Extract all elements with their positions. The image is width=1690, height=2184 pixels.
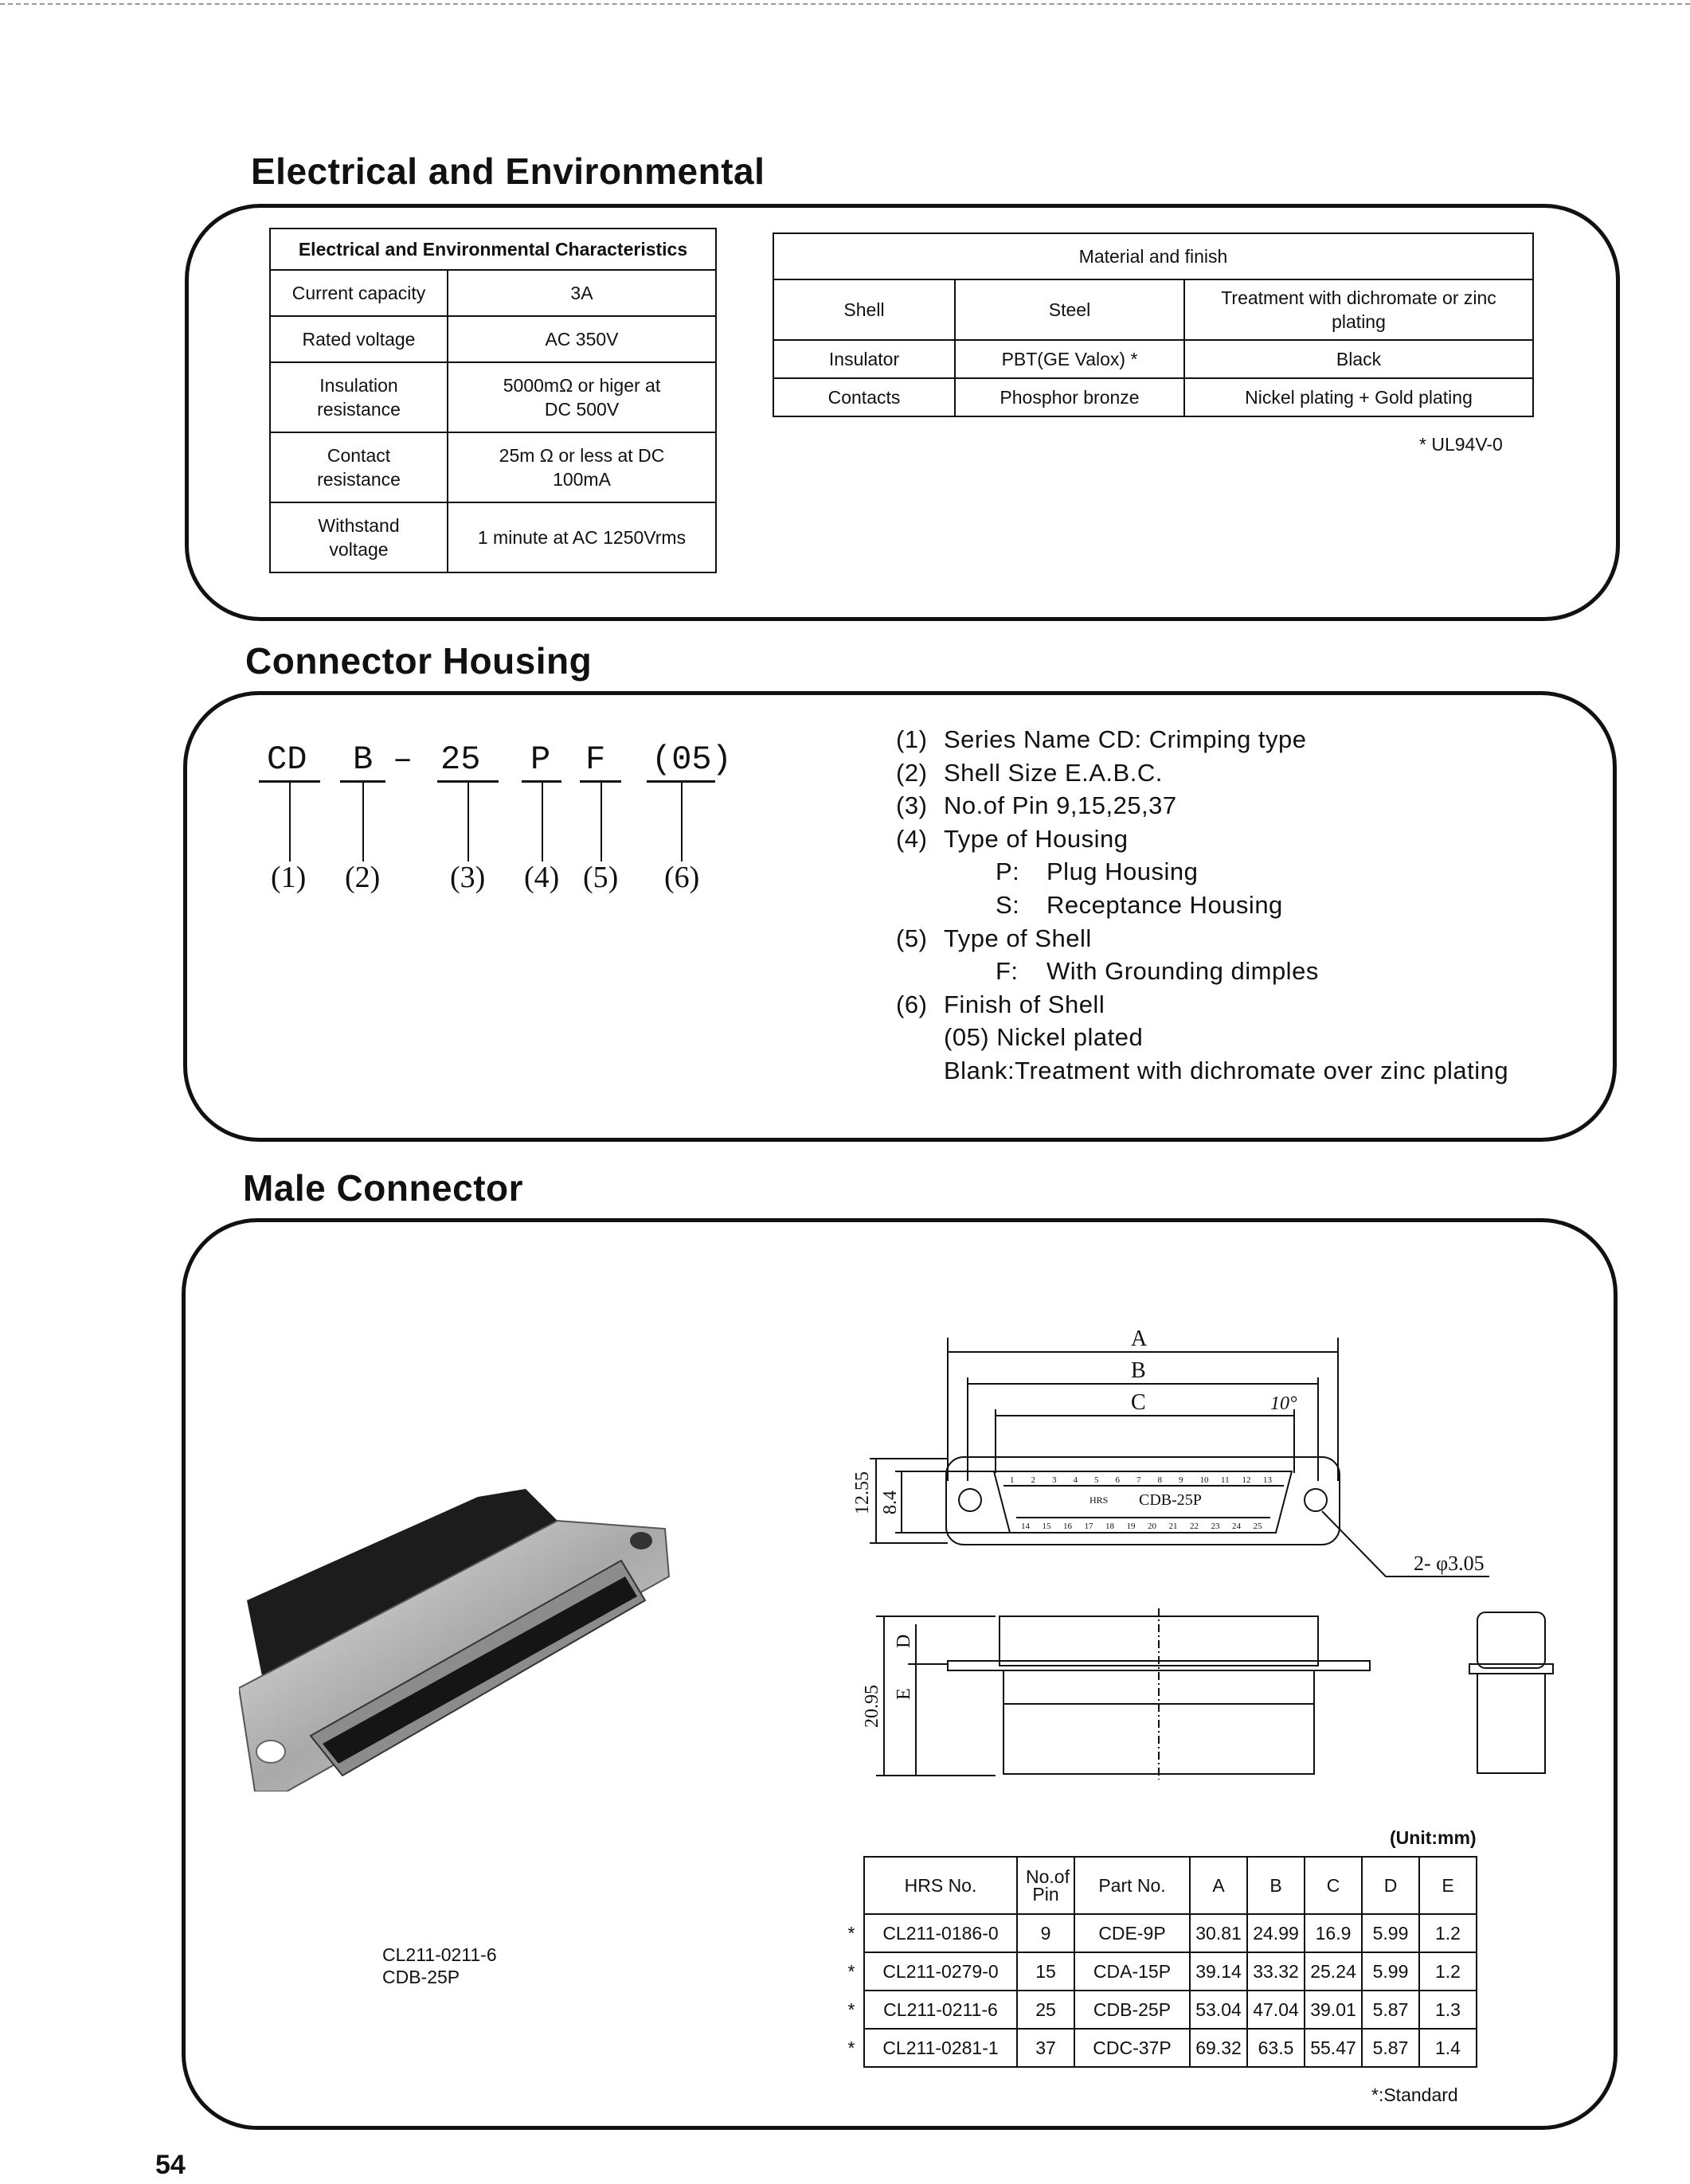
elec-value: 1 minute at AC 1250Vrms xyxy=(448,502,716,572)
cell-pin: 25 xyxy=(1017,1991,1074,2029)
pin-number: 20 xyxy=(1148,1522,1156,1531)
cell-pin: 37 xyxy=(1017,2029,1074,2067)
end-lower xyxy=(1477,1674,1545,1773)
caption-line: CL211-0211-6 xyxy=(382,1944,497,1965)
pin-number: 24 xyxy=(1232,1522,1241,1531)
desc-line: (4) Type of Housing xyxy=(896,824,1129,853)
table-row xyxy=(839,1991,1477,2029)
material-material: PBT(GE Valox) * xyxy=(955,340,1184,378)
cell-hrs: CL211-0211-6 xyxy=(864,1991,1017,2029)
star-cell: * xyxy=(847,1960,855,1982)
desc-line: (3) No.of Pin 9,15,25,37 xyxy=(896,791,1177,820)
cell-e: 1.3 xyxy=(1419,1991,1477,2029)
elec-value: 3A xyxy=(448,270,716,316)
pin-number: 21 xyxy=(1168,1522,1178,1531)
desc-line: P: Plug Housing xyxy=(996,858,1199,886)
material-finish: Treatment with dichromate or zinc plating xyxy=(1184,279,1533,340)
cell-d: 5.99 xyxy=(1362,1952,1419,1991)
material-table-header: Material and finish xyxy=(773,233,1533,279)
pin-number: 10 xyxy=(1199,1475,1209,1485)
label-angle: 10° xyxy=(1270,1393,1297,1414)
ul94-footnote: * UL94V-0 xyxy=(1419,434,1503,455)
pin-number: 14 xyxy=(1021,1522,1030,1531)
col-header: D xyxy=(1362,1857,1419,1914)
cell-c: 55.47 xyxy=(1305,2029,1362,2067)
desc-line: Blank:Treatment with dichromate over zinc plating xyxy=(944,1056,1509,1084)
photo-caption xyxy=(382,1944,497,1988)
material-material: Steel xyxy=(955,279,1184,340)
elec-value: AC 350V xyxy=(448,316,716,362)
cell-d: 5.87 xyxy=(1362,1991,1419,2029)
col-header: HRS No. xyxy=(864,1857,1017,1914)
unit-label: (Unit:mm) xyxy=(1390,1827,1477,1848)
material-part: Shell xyxy=(773,279,955,340)
section-title-housing: Connector Housing xyxy=(245,640,593,682)
star-cell: * xyxy=(847,2037,855,2058)
standard-footnote: *:Standard xyxy=(1371,2084,1458,2105)
page-number: 54 xyxy=(155,2150,186,2180)
pn-num: (5) xyxy=(583,861,619,894)
pn-leader xyxy=(600,782,602,861)
cell-e: 1.4 xyxy=(1419,2029,1477,2067)
pin-number: 8 xyxy=(1157,1475,1162,1485)
label-h1: 12.55 xyxy=(852,1471,873,1514)
connector-photo xyxy=(239,1473,685,1791)
col-header: A xyxy=(1190,1857,1247,1914)
star-cell: * xyxy=(847,1998,855,2020)
elec-value: 25m Ω or less at DC 100mA xyxy=(448,432,716,502)
pin-number: 13 xyxy=(1263,1475,1272,1485)
pin-number: 17 xyxy=(1084,1522,1093,1531)
star-cell: * xyxy=(847,1922,855,1944)
cell-c: 25.24 xyxy=(1305,1952,1362,1991)
pin-numbers-row1 xyxy=(1010,1475,1273,1485)
cell-pin: 15 xyxy=(1017,1952,1074,1991)
label-hrs: HRS xyxy=(1090,1494,1109,1506)
cell-a: 69.32 xyxy=(1190,2029,1247,2067)
technical-drawing xyxy=(836,1290,1593,1784)
pin-number: 7 xyxy=(1136,1475,1141,1485)
elec-label: Insulation resistance xyxy=(270,362,448,432)
mount-hole xyxy=(256,1741,285,1763)
elec-label: Withstand voltage xyxy=(270,502,448,572)
cell-d: 5.99 xyxy=(1362,1914,1419,1952)
desc-line: S: Receptance Housing xyxy=(996,890,1283,919)
pn-series: CD xyxy=(267,740,307,779)
elec-table-header: Electrical and Environmental Characteristics xyxy=(270,229,716,270)
desc-line: (6) Finish of Shell xyxy=(896,990,1105,1018)
col-header: B xyxy=(1247,1857,1305,1914)
elec-value: 5000mΩ or higer at DC 500V xyxy=(448,362,716,432)
pin-number: 9 xyxy=(1179,1475,1183,1485)
pin-number: 16 xyxy=(1063,1522,1072,1531)
label-h2: 8.4 xyxy=(880,1491,901,1514)
cell-a: 30.81 xyxy=(1190,1914,1247,1952)
col-header: No.of Pin xyxy=(1017,1857,1074,1914)
front-hole-right xyxy=(1305,1489,1327,1511)
cell-pin: 9 xyxy=(1017,1914,1074,1952)
pin-number: 5 xyxy=(1094,1475,1099,1485)
star-cell xyxy=(839,1857,864,1914)
cell-part: CDB-25P xyxy=(1074,1991,1190,2029)
col-header: C xyxy=(1305,1857,1362,1914)
pn-leader xyxy=(362,782,364,861)
pn-housing-type: P xyxy=(530,740,551,779)
pin-number: 4 xyxy=(1073,1475,1078,1485)
elec-label: Current capacity xyxy=(270,270,448,316)
pn-num: (2) xyxy=(345,861,381,894)
pn-leader xyxy=(289,782,291,861)
cell-c: 16.9 xyxy=(1305,1914,1362,1952)
label-side-total: 20.95 xyxy=(862,1685,882,1728)
table-row xyxy=(839,1914,1477,1952)
material-material: Phosphor bronze xyxy=(955,378,1184,416)
cell-hrs: CL211-0186-0 xyxy=(864,1914,1017,1952)
pn-num: (6) xyxy=(664,861,700,894)
label-c: C xyxy=(1131,1390,1146,1415)
pn-leader xyxy=(681,782,683,861)
cell-c: 39.01 xyxy=(1305,1991,1362,2029)
electrical-characteristics-table xyxy=(269,228,717,573)
cell-b: 33.32 xyxy=(1247,1952,1305,1991)
col-header: Part No. xyxy=(1074,1857,1190,1914)
cell-hrs: CL211-0281-1 xyxy=(864,2029,1017,2067)
pin-number: 25 xyxy=(1253,1522,1262,1531)
pin-number: 18 xyxy=(1105,1522,1114,1531)
pin-number: 11 xyxy=(1221,1475,1230,1485)
housing-description xyxy=(896,723,1508,1088)
pin-number: 6 xyxy=(1115,1475,1120,1485)
pn-dash: – xyxy=(393,740,413,779)
pin-number: 1 xyxy=(1010,1475,1015,1485)
pin-number: 12 xyxy=(1242,1475,1251,1485)
pin-numbers-row2 xyxy=(1021,1522,1262,1531)
pn-num: (4) xyxy=(524,861,560,894)
pin-number: 2 xyxy=(1031,1475,1035,1485)
pn-finish: (05) xyxy=(651,740,732,779)
cell-part: CDE-9P xyxy=(1074,1914,1190,1952)
table-row xyxy=(839,2029,1477,2067)
pn-shell-type: F xyxy=(585,740,606,779)
caption-line: CDB-25P xyxy=(382,1967,460,1987)
label-side-e: E xyxy=(894,1688,914,1700)
cell-b: 24.99 xyxy=(1247,1914,1305,1952)
dimensions-table xyxy=(839,1856,1477,2068)
cell-e: 1.2 xyxy=(1419,1914,1477,1952)
label-part: CDB-25P xyxy=(1139,1491,1202,1509)
front-hole-left xyxy=(959,1489,981,1511)
mount-hole xyxy=(630,1532,652,1549)
end-top xyxy=(1477,1612,1545,1668)
label-a: A xyxy=(1131,1326,1148,1351)
cell-a: 53.04 xyxy=(1190,1991,1247,2029)
elec-label: Rated voltage xyxy=(270,316,448,362)
desc-line: (5) Type of Shell xyxy=(896,924,1092,952)
cell-hrs: CL211-0279-0 xyxy=(864,1952,1017,1991)
label-b: B xyxy=(1131,1358,1146,1383)
material-part: Insulator xyxy=(773,340,955,378)
section-title-male: Male Connector xyxy=(243,1167,524,1209)
cell-d: 5.87 xyxy=(1362,2029,1419,2067)
cell-a: 39.14 xyxy=(1190,1952,1247,1991)
pin-number: 15 xyxy=(1042,1522,1051,1531)
material-finish-table xyxy=(773,232,1534,417)
pin-number: 22 xyxy=(1190,1522,1199,1531)
desc-line: F: With Grounding dimples xyxy=(996,957,1319,986)
pn-leader xyxy=(467,782,469,861)
cell-part: CDC-37P xyxy=(1074,2029,1190,2067)
material-part: Contacts xyxy=(773,378,955,416)
pn-shell-size: B xyxy=(353,740,374,779)
cell-b: 63.5 xyxy=(1247,2029,1305,2067)
desc-line: (2) Shell Size E.A.B.C. xyxy=(896,758,1163,787)
pin-number: 23 xyxy=(1211,1522,1220,1531)
pn-num: (3) xyxy=(450,861,486,894)
col-header: E xyxy=(1419,1857,1477,1914)
label-hole: 2- φ3.05 xyxy=(1414,1552,1485,1575)
pin-number: 3 xyxy=(1052,1475,1057,1485)
desc-line: (05) Nickel plated xyxy=(944,1023,1144,1052)
cell-e: 1.2 xyxy=(1419,1952,1477,1991)
section-title-electrical: Electrical and Environmental xyxy=(251,150,765,192)
material-finish: Black xyxy=(1184,340,1533,378)
pin-number: 19 xyxy=(1126,1522,1136,1531)
table-row xyxy=(839,1952,1477,1991)
top-scan-line xyxy=(0,3,1690,5)
label-side-d: D xyxy=(894,1634,914,1648)
material-finish: Nickel plating + Gold plating xyxy=(1184,378,1533,416)
pn-num: (1) xyxy=(271,861,307,894)
pn-pins: 25 xyxy=(440,740,481,779)
cell-part: CDA-15P xyxy=(1074,1952,1190,1991)
elec-label: Contact resistance xyxy=(270,432,448,502)
desc-line: (1) Series Name CD: Crimping type xyxy=(896,725,1307,753)
pn-leader xyxy=(542,782,543,861)
cell-b: 47.04 xyxy=(1247,1991,1305,2029)
